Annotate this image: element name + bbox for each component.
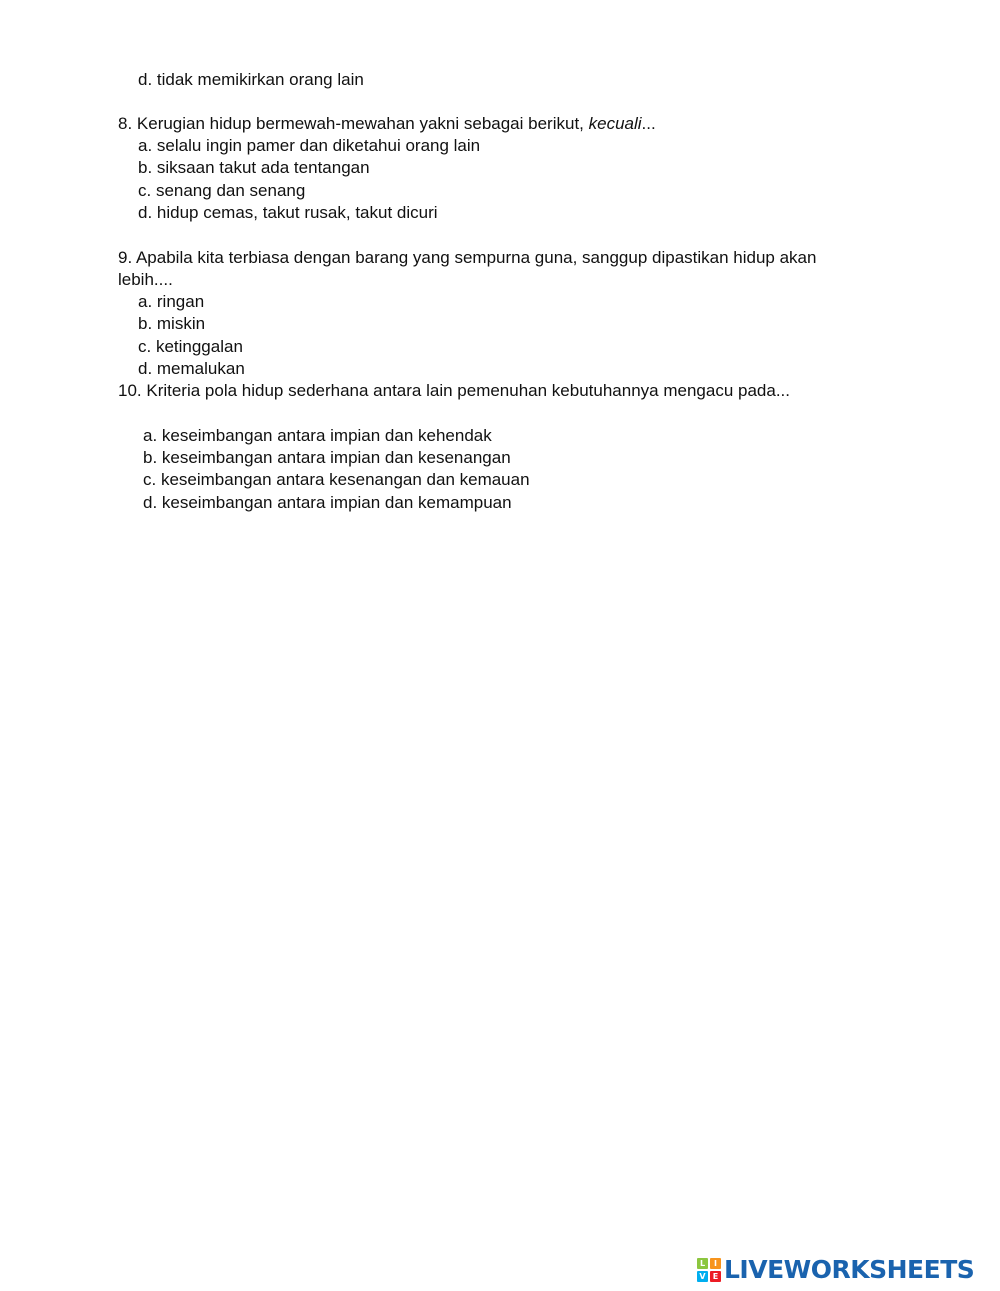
logo-letter-i: I (710, 1258, 721, 1269)
q9-stem-line1: 9. Apabila kita terbiasa dengan barang yang sempurna guna, sanggup dipastikan hidup akan (118, 248, 817, 267)
q9-option-d: d. memalukan (138, 359, 245, 378)
q8-stem-text: 8. Kerugian hidup bermewah-mewahan yakni sebagai berikut, (118, 114, 589, 133)
q9-option-b: b. miskin (138, 314, 206, 333)
logo-letter-e: E (710, 1271, 721, 1282)
q9-stem-line2: lebih.... (118, 270, 173, 289)
q10-option-b: b. keseimbangan antara impian dan kesenangan (143, 448, 511, 467)
q8-stem-ellipsis: ... (641, 114, 656, 133)
q9-option-a: a. ringan (138, 292, 205, 311)
q10-option-a: a. keseimbangan antara impian dan kehendak (143, 426, 492, 445)
q10-stem: 10. Kriteria pola hidup sederhana antara lain pemenuhan kebutuhannya mengacu pada... (118, 381, 790, 400)
q8-stem-emphasis: kecuali (588, 114, 642, 133)
q7-option-d: d. tidak memikirkan orang lain (138, 70, 364, 89)
q9-option-c: c. ketinggalan (138, 337, 243, 356)
q8-option-a: a. selalu ingin pamer dan diketahui orang lain (138, 136, 481, 155)
logo-wordmark: LIVEWORKSHEETS (724, 1255, 975, 1284)
q8-option-b: b. siksaan takut ada tentangan (138, 158, 370, 177)
q10-option-d: d. keseimbangan antara impian dan kemampuan (143, 493, 512, 512)
liveworksheets-logo (697, 1255, 974, 1285)
q8-option-c: c. senang dan senang (138, 181, 306, 200)
logo-mark-icon (697, 1258, 721, 1282)
q8-option-d: d. hidup cemas, takut rusak, takut dicuri (138, 203, 438, 222)
q8-stem (118, 113, 656, 135)
logo-letter-v: V (697, 1271, 708, 1282)
logo-letter-l: L (697, 1258, 708, 1269)
q10-option-c: c. keseimbangan antara kesenangan dan kemauan (143, 470, 530, 489)
